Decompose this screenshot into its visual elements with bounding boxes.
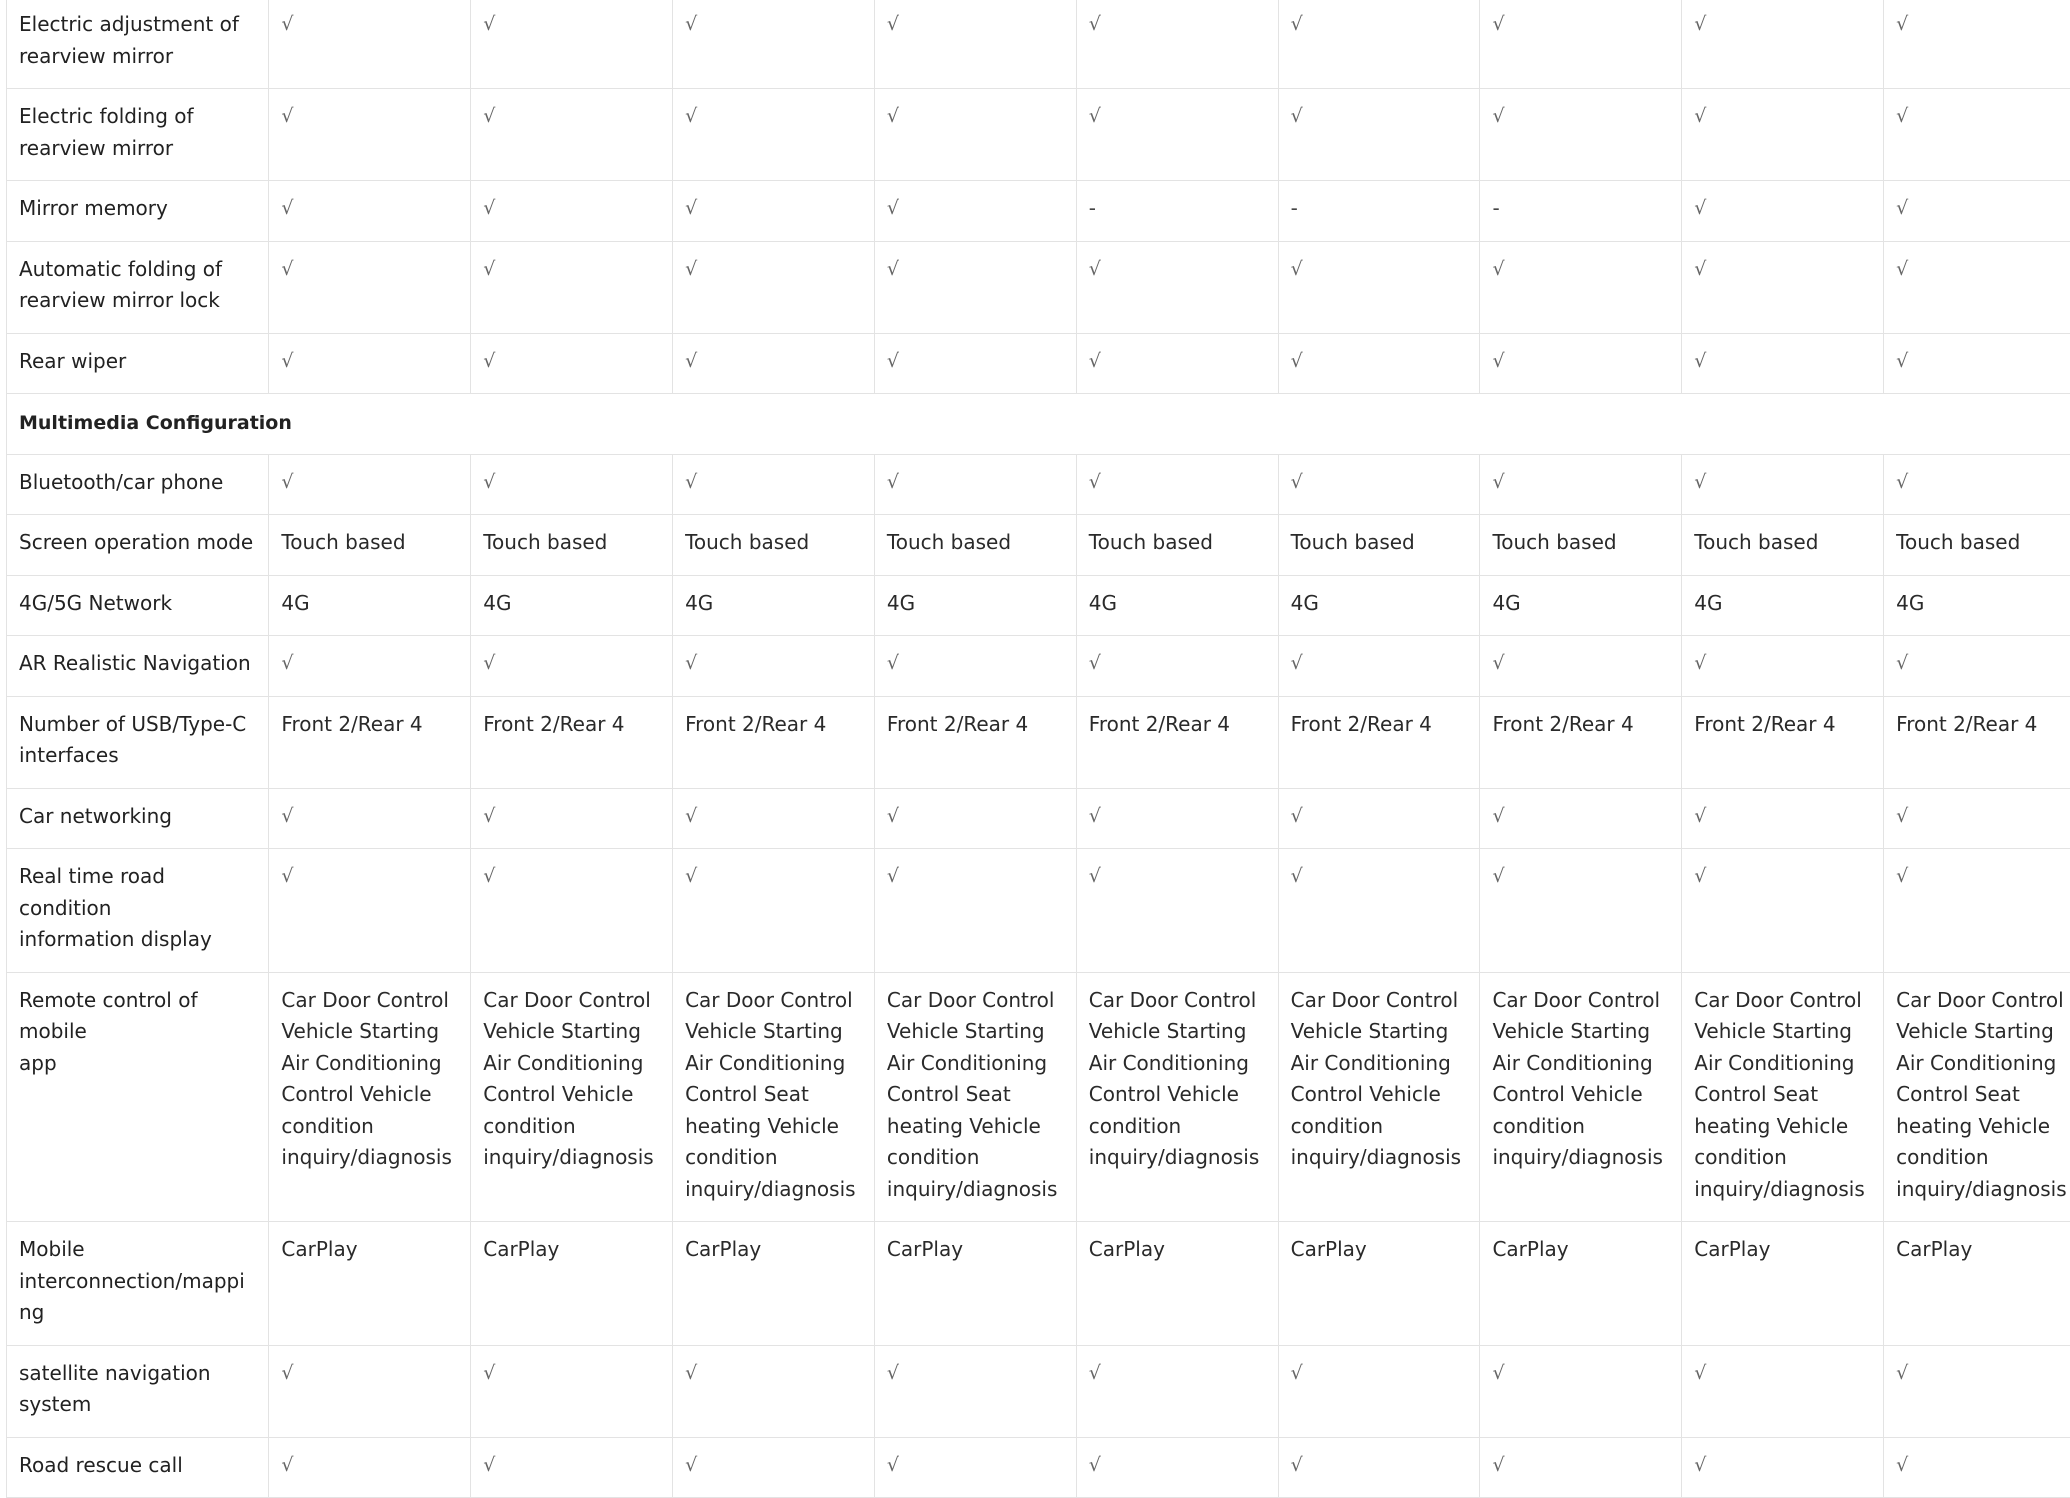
table-cell: Car Door Control Vehicle Starting Air Conditioning Control Vehicle condition inquiry/diagnosis xyxy=(471,972,673,1222)
check-mark-cell: √ xyxy=(1480,1437,1682,1498)
check-mark-cell: √ xyxy=(1076,636,1278,697)
check-mark-cell: √ xyxy=(1884,1345,2070,1437)
check-mark-cell: √ xyxy=(269,181,471,242)
check-mark-cell: √ xyxy=(1076,849,1278,973)
check-mark-cell: √ xyxy=(673,1437,875,1498)
row-label: Rear wiper xyxy=(7,333,269,394)
check-mark-cell: √ xyxy=(673,89,875,181)
table-cell: 4G xyxy=(1278,575,1480,636)
check-mark-cell: √ xyxy=(673,1345,875,1437)
check-mark-cell: √ xyxy=(1682,1437,1884,1498)
check-mark-cell: √ xyxy=(1884,849,2070,973)
check-mark-cell: √ xyxy=(269,89,471,181)
table-row xyxy=(7,515,2070,576)
check-mark-cell: √ xyxy=(1682,0,1884,89)
table-cell: Touch based xyxy=(269,515,471,576)
check-mark-cell: √ xyxy=(1076,89,1278,181)
table-cell: CarPlay xyxy=(269,1222,471,1346)
row-label: Number of USB/Type-C interfaces xyxy=(7,696,269,788)
check-mark-cell: √ xyxy=(1278,454,1480,515)
check-mark-cell: √ xyxy=(1076,333,1278,394)
dash-cell: - xyxy=(1278,181,1480,242)
check-mark-cell: √ xyxy=(874,181,1076,242)
check-mark-cell: √ xyxy=(1682,1345,1884,1437)
check-mark-cell: √ xyxy=(1480,241,1682,333)
check-mark-cell: √ xyxy=(1480,849,1682,973)
spec-table-body xyxy=(7,0,2070,1498)
table-cell: Touch based xyxy=(673,515,875,576)
check-mark-cell: √ xyxy=(1884,89,2070,181)
row-label: Automatic folding of rearview mirror lock xyxy=(7,241,269,333)
check-mark-cell: √ xyxy=(269,849,471,973)
check-mark-cell: √ xyxy=(1682,241,1884,333)
table-cell: Front 2/Rear 4 xyxy=(269,696,471,788)
table-cell: Car Door Control Vehicle Starting Air Conditioning Control Vehicle condition inquiry/diagnosis xyxy=(1278,972,1480,1222)
row-label: Screen operation mode xyxy=(7,515,269,576)
row-label: Mirror memory xyxy=(7,181,269,242)
row-label: satellite navigation system xyxy=(7,1345,269,1437)
table-row xyxy=(7,849,2070,973)
table-cell: 4G xyxy=(269,575,471,636)
check-mark-cell: √ xyxy=(1278,333,1480,394)
row-label: Road rescue call xyxy=(7,1437,269,1498)
table-cell: Car Door Control Vehicle Starting Air Conditioning Control Vehicle condition inquiry/diagnosis xyxy=(1480,972,1682,1222)
table-cell: CarPlay xyxy=(1076,1222,1278,1346)
check-mark-cell: √ xyxy=(673,241,875,333)
check-mark-cell: √ xyxy=(673,454,875,515)
check-mark-cell: √ xyxy=(1682,849,1884,973)
table-row xyxy=(7,1222,2070,1346)
table-cell: CarPlay xyxy=(673,1222,875,1346)
table-cell: Car Door Control Vehicle Starting Air Conditioning Control Vehicle condition inquiry/diagnosis xyxy=(1076,972,1278,1222)
check-mark-cell: √ xyxy=(1884,454,2070,515)
check-mark-cell: √ xyxy=(1884,1437,2070,1498)
check-mark-cell: √ xyxy=(1076,241,1278,333)
check-mark-cell: √ xyxy=(1278,636,1480,697)
table-cell: Touch based xyxy=(1884,515,2070,576)
table-cell: Touch based xyxy=(1076,515,1278,576)
table-row xyxy=(7,696,2070,788)
check-mark-cell: √ xyxy=(269,0,471,89)
row-label: Bluetooth/car phone xyxy=(7,454,269,515)
check-mark-cell: √ xyxy=(471,181,673,242)
check-mark-cell: √ xyxy=(1480,636,1682,697)
check-mark-cell: √ xyxy=(1076,0,1278,89)
check-mark-cell: √ xyxy=(1278,0,1480,89)
check-mark-cell: √ xyxy=(471,1345,673,1437)
table-row xyxy=(7,972,2070,1222)
check-mark-cell: √ xyxy=(673,181,875,242)
table-cell: 4G xyxy=(874,575,1076,636)
row-label: Mobile interconnection/mapping xyxy=(7,1222,269,1346)
table-cell: Touch based xyxy=(471,515,673,576)
check-mark-cell: √ xyxy=(1480,788,1682,849)
check-mark-cell: √ xyxy=(1682,89,1884,181)
row-label: 4G/5G Network xyxy=(7,575,269,636)
table-cell: Front 2/Rear 4 xyxy=(874,696,1076,788)
table-cell: 4G xyxy=(1480,575,1682,636)
check-mark-cell: √ xyxy=(673,636,875,697)
check-mark-cell: √ xyxy=(269,1437,471,1498)
check-mark-cell: √ xyxy=(269,636,471,697)
check-mark-cell: √ xyxy=(874,89,1076,181)
check-mark-cell: √ xyxy=(1682,181,1884,242)
check-mark-cell: √ xyxy=(1884,181,2070,242)
check-mark-cell: √ xyxy=(874,454,1076,515)
check-mark-cell: √ xyxy=(1480,1345,1682,1437)
check-mark-cell: √ xyxy=(1076,1345,1278,1437)
check-mark-cell: √ xyxy=(1278,241,1480,333)
check-mark-cell: √ xyxy=(673,849,875,973)
table-row xyxy=(7,0,2070,89)
check-mark-cell: √ xyxy=(471,333,673,394)
table-cell: Touch based xyxy=(1278,515,1480,576)
check-mark-cell: √ xyxy=(471,0,673,89)
table-cell: Front 2/Rear 4 xyxy=(1076,696,1278,788)
table-row xyxy=(7,788,2070,849)
table-cell: CarPlay xyxy=(1480,1222,1682,1346)
section-header-row xyxy=(7,394,2070,455)
table-cell: 4G xyxy=(1076,575,1278,636)
check-mark-cell: √ xyxy=(1682,788,1884,849)
check-mark-cell: √ xyxy=(1076,788,1278,849)
check-mark-cell: √ xyxy=(1480,454,1682,515)
table-cell: Car Door Control Vehicle Starting Air Conditioning Control Seat heating Vehicle condition inquiry/diagnosis xyxy=(1682,972,1884,1222)
check-mark-cell: √ xyxy=(874,241,1076,333)
check-mark-cell: √ xyxy=(1884,241,2070,333)
check-mark-cell: √ xyxy=(471,636,673,697)
check-mark-cell: √ xyxy=(269,241,471,333)
table-row xyxy=(7,181,2070,242)
check-mark-cell: √ xyxy=(269,333,471,394)
table-row xyxy=(7,636,2070,697)
check-mark-cell: √ xyxy=(673,333,875,394)
check-mark-cell: √ xyxy=(471,849,673,973)
check-mark-cell: √ xyxy=(1278,1345,1480,1437)
check-mark-cell: √ xyxy=(874,0,1076,89)
check-mark-cell: √ xyxy=(673,0,875,89)
table-cell: 4G xyxy=(1682,575,1884,636)
check-mark-cell: √ xyxy=(1884,0,2070,89)
table-cell: 4G xyxy=(1884,575,2070,636)
check-mark-cell: √ xyxy=(673,788,875,849)
table-cell: CarPlay xyxy=(471,1222,673,1346)
check-mark-cell: √ xyxy=(1480,333,1682,394)
table-cell: Car Door Control Vehicle Starting Air Conditioning Control Seat heating Vehicle condition inquiry/diagnosis xyxy=(874,972,1076,1222)
check-mark-cell: √ xyxy=(874,788,1076,849)
check-mark-cell: √ xyxy=(1278,849,1480,973)
check-mark-cell: √ xyxy=(269,1345,471,1437)
check-mark-cell: √ xyxy=(471,89,673,181)
table-cell: CarPlay xyxy=(1278,1222,1480,1346)
check-mark-cell: √ xyxy=(1480,89,1682,181)
check-mark-cell: √ xyxy=(1278,89,1480,181)
table-cell: Car Door Control Vehicle Starting Air Conditioning Control Seat heating Vehicle condition inquiry/diagnosis xyxy=(673,972,875,1222)
check-mark-cell: √ xyxy=(471,788,673,849)
check-mark-cell: √ xyxy=(269,454,471,515)
table-cell: 4G xyxy=(471,575,673,636)
dash-cell: - xyxy=(1076,181,1278,242)
table-cell: 4G xyxy=(673,575,875,636)
table-row xyxy=(7,333,2070,394)
check-mark-cell: √ xyxy=(1682,454,1884,515)
check-mark-cell: √ xyxy=(874,1437,1076,1498)
check-mark-cell: √ xyxy=(874,1345,1076,1437)
table-cell: Front 2/Rear 4 xyxy=(471,696,673,788)
table-cell: CarPlay xyxy=(1884,1222,2070,1346)
row-label: Remote control of mobile app xyxy=(7,972,269,1222)
check-mark-cell: √ xyxy=(1682,636,1884,697)
check-mark-cell: √ xyxy=(1278,788,1480,849)
row-label: AR Realistic Navigation xyxy=(7,636,269,697)
table-row xyxy=(7,575,2070,636)
check-mark-cell: √ xyxy=(1076,1437,1278,1498)
table-row xyxy=(7,241,2070,333)
row-label: Electric folding of rearview mirror xyxy=(7,89,269,181)
table-row xyxy=(7,454,2070,515)
section-title: Multimedia Configuration xyxy=(7,394,2070,455)
check-mark-cell: √ xyxy=(1884,636,2070,697)
check-mark-cell: √ xyxy=(471,1437,673,1498)
table-cell: Car Door Control Vehicle Starting Air Conditioning Control Seat heating Vehicle condition inquiry/diagnosis xyxy=(1884,972,2070,1222)
check-mark-cell: √ xyxy=(874,849,1076,973)
table-cell: Touch based xyxy=(874,515,1076,576)
spec-table xyxy=(6,0,2070,1498)
check-mark-cell: √ xyxy=(874,636,1076,697)
table-cell: CarPlay xyxy=(874,1222,1076,1346)
table-cell: Front 2/Rear 4 xyxy=(1682,696,1884,788)
table-cell: CarPlay xyxy=(1682,1222,1884,1346)
row-label: Electric adjustment of rearview mirror xyxy=(7,0,269,89)
check-mark-cell: √ xyxy=(1884,333,2070,394)
table-row xyxy=(7,1345,2070,1437)
check-mark-cell: √ xyxy=(471,241,673,333)
check-mark-cell: √ xyxy=(1682,333,1884,394)
table-cell: Front 2/Rear 4 xyxy=(1884,696,2070,788)
check-mark-cell: √ xyxy=(1884,788,2070,849)
table-row xyxy=(7,1437,2070,1498)
check-mark-cell: √ xyxy=(1278,1437,1480,1498)
check-mark-cell: √ xyxy=(269,788,471,849)
table-cell: Touch based xyxy=(1480,515,1682,576)
dash-cell: - xyxy=(1480,181,1682,242)
check-mark-cell: √ xyxy=(1076,454,1278,515)
table-cell: Car Door Control Vehicle Starting Air Conditioning Control Vehicle condition inquiry/diagnosis xyxy=(269,972,471,1222)
check-mark-cell: √ xyxy=(471,454,673,515)
table-cell: Front 2/Rear 4 xyxy=(1480,696,1682,788)
table-cell: Touch based xyxy=(1682,515,1884,576)
spec-table-container xyxy=(6,0,2070,1498)
row-label: Car networking xyxy=(7,788,269,849)
check-mark-cell: √ xyxy=(1480,0,1682,89)
table-row xyxy=(7,89,2070,181)
table-cell: Front 2/Rear 4 xyxy=(673,696,875,788)
check-mark-cell: √ xyxy=(874,333,1076,394)
row-label: Real time road condition information display xyxy=(7,849,269,973)
table-cell: Front 2/Rear 4 xyxy=(1278,696,1480,788)
